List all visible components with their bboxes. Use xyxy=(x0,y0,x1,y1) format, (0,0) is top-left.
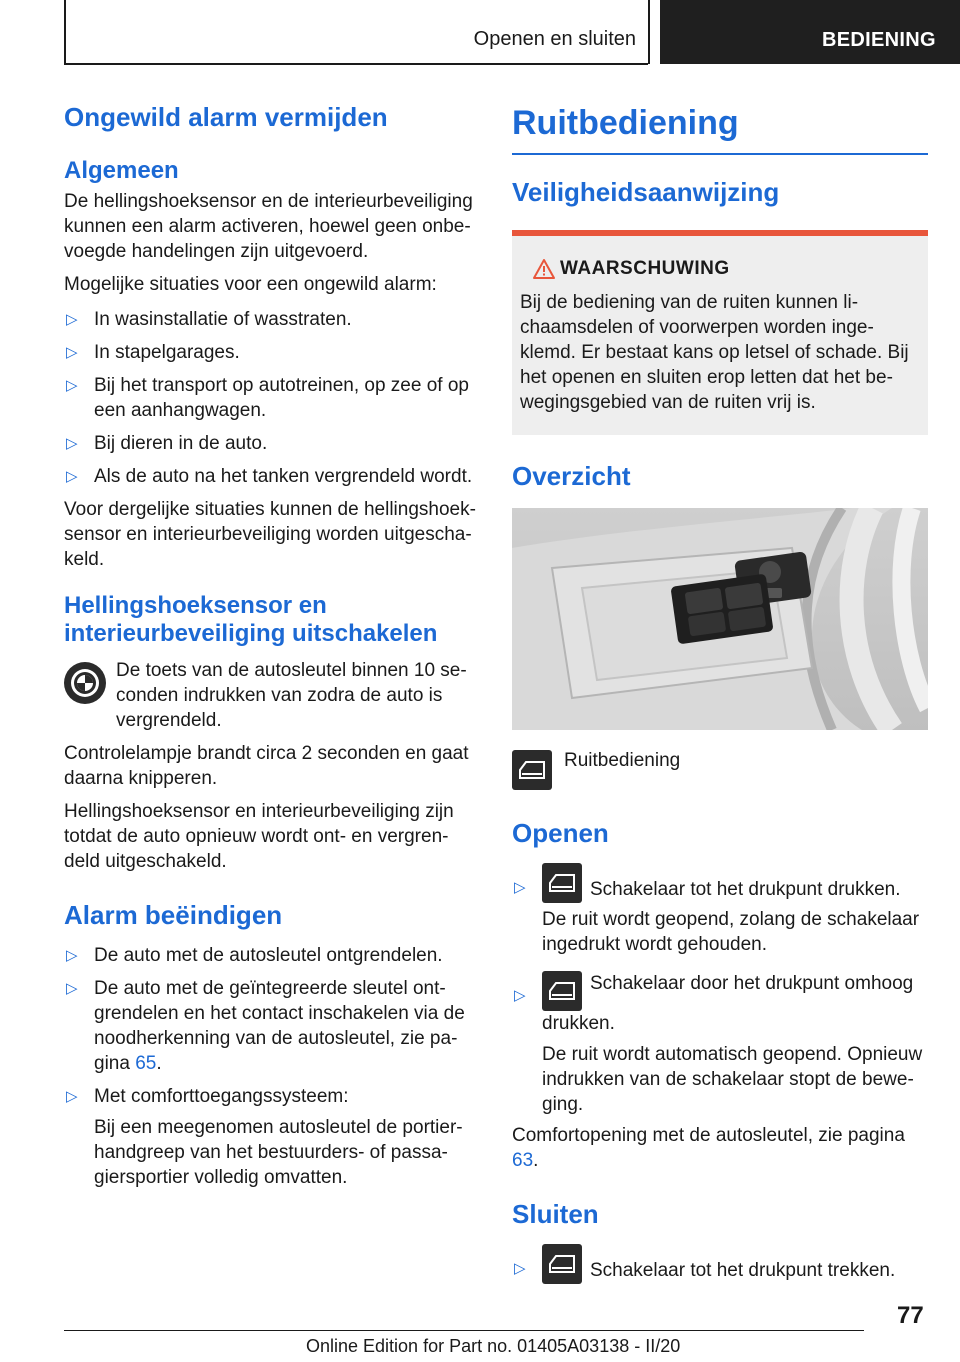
page-header xyxy=(0,0,960,66)
list-item xyxy=(64,464,476,489)
header-separator xyxy=(648,0,650,64)
page-link-65[interactable]: 65 xyxy=(135,1053,157,1074)
paragraph: Voor dergelijke situaties kunnen de hellingshoeksensor en interieurbeveiliging worden uitgeschakeld. xyxy=(64,499,476,570)
list-item-text: Als de auto na het tanken vergrendeld wordt. xyxy=(94,466,473,487)
warning-box xyxy=(512,230,928,435)
list-item-subtext: De ruit wordt automatisch geopend. Opnieuw indrukken van de schakelaar stopt de beweging. xyxy=(542,1044,923,1115)
triangle-right-icon: ▷ xyxy=(66,344,78,361)
list-item xyxy=(64,976,476,1076)
icon-legend-label: Ruitbediening xyxy=(564,750,681,771)
warning-title: WAARSCHUWING xyxy=(560,258,730,279)
window-switch-icon xyxy=(512,750,552,790)
list-item xyxy=(64,431,476,456)
triangle-right-icon: ▷ xyxy=(66,311,78,328)
left-column xyxy=(64,100,476,1190)
heading-veiligheidsaanwijzing: Veiligheidsaanwijzing xyxy=(512,177,780,207)
list-item-text: Bij dieren in de auto. xyxy=(94,433,268,454)
heading-sluiten: Sluiten xyxy=(512,1199,599,1229)
list-item-text: De auto met de autosleutel ontgrendelen. xyxy=(94,945,443,966)
paragraph-text: Comfortopening met de autosleutel, zie pagina xyxy=(512,1125,905,1146)
list-item xyxy=(64,373,476,423)
triangle-right-icon: ▷ xyxy=(66,947,78,964)
heading-rule xyxy=(512,153,928,155)
list-item xyxy=(64,1084,476,1190)
warning-content xyxy=(512,236,928,435)
bmw-key-icon xyxy=(64,662,106,704)
list-item xyxy=(512,863,928,957)
list-item-text: Schakelaar tot het drukpunt drukken. xyxy=(590,879,901,900)
header-section-title: Openen en sluiten xyxy=(473,28,636,50)
heading-ongewild-alarm: Ongewild alarm vermijden xyxy=(64,102,388,132)
list-item xyxy=(64,307,476,332)
right-column xyxy=(512,100,928,1284)
window-switch-icon xyxy=(542,1244,582,1284)
list-item-subtext: Bij een meegenomen autosleutel de portierhandgreep van het bestuurders- of passagiersportier volledig omvatten. xyxy=(94,1117,463,1188)
window-switch-icon xyxy=(542,971,582,1011)
heading-alarm-beeindigen: Alarm beëindigen xyxy=(64,900,283,930)
heading-overzicht: Overzicht xyxy=(512,461,631,491)
triangle-right-icon: ▷ xyxy=(514,879,526,896)
page-number: 77 xyxy=(897,1302,924,1329)
triangle-right-icon: ▷ xyxy=(66,980,78,997)
paragraph-text-end: . xyxy=(533,1150,539,1171)
triangle-right-icon: ▷ xyxy=(514,1260,526,1277)
triangle-right-icon: ▷ xyxy=(66,377,78,394)
warning-header xyxy=(520,258,920,284)
page-link-63[interactable]: 63 xyxy=(512,1150,534,1171)
list-item xyxy=(64,943,476,968)
list-item-text: Schakelaar door het drukpunt omhoog drukken. xyxy=(542,973,914,1034)
heading-algemeen: Algemeen xyxy=(64,157,179,184)
warning-text: Bij de bediening van de ruiten kunnen lichaamsdelen of voorwerpen worden ingeklemd. Er bestaat kans op letsel of schade. Bij het openen en sluiten erop letten dat het bewegingsgebied van de ruiten vrij is. xyxy=(520,292,909,413)
list-item-text-end: . xyxy=(156,1053,162,1074)
paragraph: Controlelampje brandt circa 2 seconden en gaat daarna knipperen. xyxy=(64,743,469,789)
paragraph: De hellingshoeksensor en de interieurbeveiliging kunnen een alarm activeren, hoewel geen onbevoegde handelingen zijn uitgevoerd. xyxy=(64,191,473,262)
list-item-text: In stapelgarages. xyxy=(94,342,240,363)
list-item-text: Bij het transport op autotreinen, op zee of op een aanhangwagen. xyxy=(94,375,469,421)
paragraph: Mogelijke situaties voor een ongewild alarm: xyxy=(64,274,437,295)
list-item-text: Met comforttoegangssysteem: xyxy=(94,1086,349,1107)
triangle-right-icon: ▷ xyxy=(66,468,78,485)
triangle-right-icon: ▷ xyxy=(66,435,78,452)
heading-openen: Openen xyxy=(512,818,609,848)
warning-triangle-icon xyxy=(532,258,556,285)
heading-ruitbediening: Ruitbediening xyxy=(512,104,739,142)
list-item xyxy=(64,340,476,365)
footer-rule xyxy=(64,1330,864,1331)
triangle-right-icon: ▷ xyxy=(66,1088,78,1105)
header-chapter-title: BEDIENING xyxy=(822,29,936,51)
window-switch-icon xyxy=(542,863,582,903)
triangle-right-icon: ▷ xyxy=(514,987,526,1004)
list-item-text: Schakelaar tot het drukpunt trekken. xyxy=(590,1260,896,1281)
paragraph xyxy=(512,1123,928,1173)
header-left-rule xyxy=(64,0,66,64)
header-bottom-rule xyxy=(64,63,648,65)
footer-edition: Online Edition for Part no. 01405A03138 - II/20 xyxy=(306,1336,681,1356)
list-item-text: In wasinstallatie of wasstraten. xyxy=(94,309,352,330)
icon-legend xyxy=(512,750,928,792)
list-item xyxy=(512,971,928,1117)
heading-uitschakelen: Hellingshoeksensor en interieurbeveiliging uitschakelen xyxy=(64,592,438,647)
paragraph: De toets van de autosleutel binnen 10 seconden indrukken van zodra de auto is vergrendeld. xyxy=(116,660,467,731)
paragraph: Hellingshoeksensor en interieurbeveiliging zijn totdat de auto opnieuw wordt ont- en vergrendeld uitgeschakeld. xyxy=(64,801,454,872)
window-switch-photo xyxy=(512,508,928,730)
list-item-subtext: De ruit wordt geopend, zolang de schakelaar ingedrukt wordt gehouden. xyxy=(542,909,920,955)
list-item-text: De auto met de geïntegreerde sleutel ontgrendelen en het contact inschakelen via de noodherkenning van de autosleutel, zie pagina xyxy=(94,978,465,1074)
list-item xyxy=(512,1244,928,1284)
key-instruction xyxy=(64,658,476,733)
